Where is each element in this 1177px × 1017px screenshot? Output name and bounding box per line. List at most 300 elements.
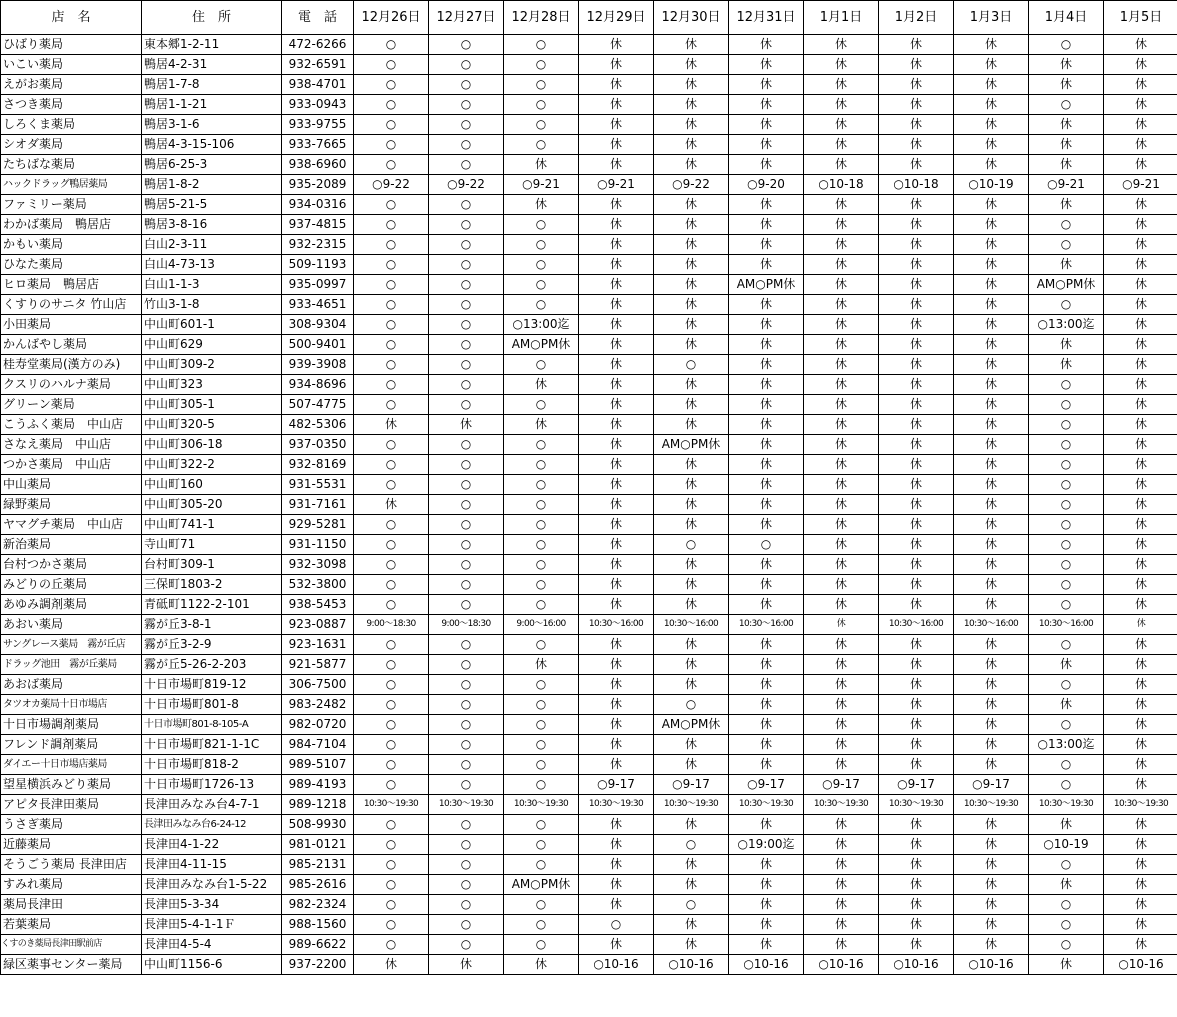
pharmacy-phone: 981-0121 xyxy=(282,835,354,855)
day-status-cell: ○ xyxy=(429,255,504,275)
day-status-cell: ○9-22 xyxy=(654,175,729,195)
day-status-cell: 休 xyxy=(879,435,954,455)
pharmacy-phone: 472-6266 xyxy=(282,35,354,55)
day-status-cell: ○ xyxy=(579,915,654,935)
day-status-cell: ○ xyxy=(354,935,429,955)
day-status-cell: 休 xyxy=(579,535,654,555)
pharmacy-name: 若葉薬局 xyxy=(1,915,142,935)
day-status-cell: 10:30～19:30 xyxy=(654,795,729,815)
pharmacy-phone: 983-2482 xyxy=(282,695,354,715)
table-row xyxy=(1,775,1177,795)
table-row xyxy=(1,355,1177,375)
table-row xyxy=(1,115,1177,135)
day-status-cell: AM○PM休 xyxy=(729,275,804,295)
table-row xyxy=(1,815,1177,835)
table-row xyxy=(1,235,1177,255)
day-status-cell: ○ xyxy=(1029,495,1104,515)
pharmacy-address: 十日市場町821-1-1C xyxy=(142,735,282,755)
day-status-cell: ○ xyxy=(504,695,579,715)
table-row xyxy=(1,395,1177,415)
day-status-cell: 休 xyxy=(504,375,579,395)
day-status-cell: ○ xyxy=(429,95,504,115)
pharmacy-address: 中山町320-5 xyxy=(142,415,282,435)
day-status-cell: 休 xyxy=(729,255,804,275)
day-status-cell: 休 xyxy=(879,815,954,835)
day-status-cell: 休 xyxy=(879,95,954,115)
pharmacy-address: 青砥町1122-2-101 xyxy=(142,595,282,615)
day-status-cell: 休 xyxy=(1104,935,1177,955)
day-status-cell: 休 xyxy=(1104,715,1177,735)
day-status-cell: 休 xyxy=(1104,515,1177,535)
day-status-cell: 休 xyxy=(504,155,579,175)
day-status-cell: ○9-20 xyxy=(729,175,804,195)
day-status-cell: ○ xyxy=(1029,375,1104,395)
day-status-cell: 休 xyxy=(1029,815,1104,835)
day-status-cell: 休 xyxy=(879,715,954,735)
pharmacy-address: 十日市場町801-8 xyxy=(142,695,282,715)
day-status-cell: 休 xyxy=(954,875,1029,895)
day-status-cell: 休 xyxy=(879,395,954,415)
day-status-cell: 休 xyxy=(654,555,729,575)
pharmacy-phone: 938-4701 xyxy=(282,75,354,95)
pharmacy-phone: 306-7500 xyxy=(282,675,354,695)
table-row xyxy=(1,415,1177,435)
pharmacy-address: 竹山3-1-8 xyxy=(142,295,282,315)
header-row xyxy=(1,1,1177,35)
day-status-cell: ○ xyxy=(354,195,429,215)
day-status-cell: 休 xyxy=(1104,495,1177,515)
day-status-cell: ○ xyxy=(504,135,579,155)
day-status-cell: 休 xyxy=(804,815,879,835)
day-status-cell: 休 xyxy=(954,675,1029,695)
day-status-cell: 休 xyxy=(1104,595,1177,615)
pharmacy-name: 緑野薬局 xyxy=(1,495,142,515)
day-status-cell: 休 xyxy=(729,895,804,915)
day-status-cell: 休 xyxy=(954,715,1029,735)
pharmacy-phone: 931-1150 xyxy=(282,535,354,555)
header-day: 12月29日 xyxy=(579,1,654,35)
day-status-cell: 休 xyxy=(1104,135,1177,155)
day-status-cell: 休 xyxy=(579,715,654,735)
pharmacy-address: 霧が丘5-26-2-203 xyxy=(142,655,282,675)
pharmacy-address: 鴨居4-3-15-106 xyxy=(142,135,282,155)
header-phone: 電 話 xyxy=(282,1,354,35)
pharmacy-address: 十日市場町1726-13 xyxy=(142,775,282,795)
day-status-cell: ○ xyxy=(504,535,579,555)
day-status-cell: 休 xyxy=(1104,635,1177,655)
day-status-cell: 休 xyxy=(954,335,1029,355)
day-status-cell: 休 xyxy=(1104,435,1177,455)
day-status-cell: ○ xyxy=(429,155,504,175)
day-status-cell: ○ xyxy=(1029,635,1104,655)
day-status-cell: 休 xyxy=(879,735,954,755)
day-status-cell: ○ xyxy=(654,835,729,855)
day-status-cell: 休 xyxy=(804,835,879,855)
day-status-cell: 休 xyxy=(729,375,804,395)
pharmacy-address: 霧が丘3-2-9 xyxy=(142,635,282,655)
day-status-cell: ○9-17 xyxy=(954,775,1029,795)
day-status-cell: 休 xyxy=(879,575,954,595)
pharmacy-address: 鴨居1-7-8 xyxy=(142,75,282,95)
pharmacy-phone: 989-4193 xyxy=(282,775,354,795)
pharmacy-phone: 508-9930 xyxy=(282,815,354,835)
pharmacy-address: 中山町1156-6 xyxy=(142,955,282,975)
day-status-cell: ○9-17 xyxy=(654,775,729,795)
day-status-cell: ○ xyxy=(429,335,504,355)
pharmacy-phone: 989-1218 xyxy=(282,795,354,815)
pharmacy-name: ひなた薬局 xyxy=(1,255,142,275)
day-status-cell: ○ xyxy=(504,935,579,955)
day-status-cell: 休 xyxy=(654,655,729,675)
pharmacy-address: 中山町322-2 xyxy=(142,455,282,475)
day-status-cell: ○9-17 xyxy=(804,775,879,795)
day-status-cell: 休 xyxy=(804,255,879,275)
day-status-cell: ○ xyxy=(354,55,429,75)
pharmacy-name: そうごう薬局 長津田店 xyxy=(1,855,142,875)
pharmacy-phone: 932-8169 xyxy=(282,455,354,475)
day-status-cell: 休 xyxy=(654,95,729,115)
day-status-cell: ○ xyxy=(354,315,429,335)
day-status-cell: 休 xyxy=(729,55,804,75)
pharmacy-name: 十日市場調剤薬局 xyxy=(1,715,142,735)
day-status-cell: 休 xyxy=(804,755,879,775)
day-status-cell: 休 xyxy=(654,915,729,935)
day-status-cell: ○ xyxy=(354,715,429,735)
pharmacy-phone: 982-0720 xyxy=(282,715,354,735)
pharmacy-name: ダイエー十日市場店薬局 xyxy=(1,755,142,775)
day-status-cell: 休 xyxy=(954,475,1029,495)
day-status-cell: ○ xyxy=(429,315,504,335)
day-status-cell: ○ xyxy=(504,215,579,235)
day-status-cell: ○9-21 xyxy=(1029,175,1104,195)
day-status-cell: 休 xyxy=(879,55,954,75)
day-status-cell: 休 xyxy=(1104,915,1177,935)
day-status-cell: 9:00～16:00 xyxy=(504,615,579,635)
day-status-cell: 休 xyxy=(654,515,729,535)
day-status-cell: 休 xyxy=(654,375,729,395)
day-status-cell: ○ xyxy=(354,755,429,775)
day-status-cell: 休 xyxy=(579,395,654,415)
day-status-cell: 10:30～19:30 xyxy=(954,795,1029,815)
day-status-cell: ○ xyxy=(429,735,504,755)
day-status-cell: 休 xyxy=(954,135,1029,155)
pharmacy-address: 東本郷1-2-11 xyxy=(142,35,282,55)
day-status-cell: 休 xyxy=(579,235,654,255)
day-status-cell: 休 xyxy=(954,295,1029,315)
pharmacy-address: 十日市場町818-2 xyxy=(142,755,282,775)
day-status-cell: 休 xyxy=(654,495,729,515)
day-status-cell: 休 xyxy=(954,755,1029,775)
day-status-cell: 休 xyxy=(954,855,1029,875)
pharmacy-name: しろくま薬局 xyxy=(1,115,142,135)
day-status-cell: 休 xyxy=(579,695,654,715)
day-status-cell: 休 xyxy=(1029,875,1104,895)
pharmacy-address: 鴨居1-1-21 xyxy=(142,95,282,115)
pharmacy-phone: 923-0887 xyxy=(282,615,354,635)
day-status-cell: 休 xyxy=(729,655,804,675)
day-status-cell: 休 xyxy=(804,415,879,435)
day-status-cell: ○ xyxy=(429,655,504,675)
pharmacy-name: すみれ薬局 xyxy=(1,875,142,895)
day-status-cell: 休 xyxy=(579,155,654,175)
day-status-cell: ○ xyxy=(1029,675,1104,695)
table-row xyxy=(1,335,1177,355)
pharmacy-name: たちばな薬局 xyxy=(1,155,142,175)
day-status-cell: 休 xyxy=(654,275,729,295)
day-status-cell: 休 xyxy=(729,415,804,435)
day-status-cell: 休 xyxy=(579,835,654,855)
header-day: 12月31日 xyxy=(729,1,804,35)
pharmacy-phone: 937-2200 xyxy=(282,955,354,975)
day-status-cell: ○ xyxy=(429,215,504,235)
day-status-cell: 休 xyxy=(804,875,879,895)
day-status-cell: ○ xyxy=(1029,575,1104,595)
day-status-cell: 休 xyxy=(954,275,1029,295)
table-row xyxy=(1,875,1177,895)
day-status-cell: ○ xyxy=(354,215,429,235)
table-row xyxy=(1,635,1177,655)
day-status-cell: 休 xyxy=(1104,775,1177,795)
day-status-cell: 休 xyxy=(954,115,1029,135)
day-status-cell: ○ xyxy=(504,595,579,615)
pharmacy-phone: 500-9401 xyxy=(282,335,354,355)
day-status-cell: 10:30～19:30 xyxy=(729,795,804,815)
pharmacy-phone: 933-0943 xyxy=(282,95,354,115)
pharmacy-name: 小田薬局 xyxy=(1,315,142,335)
day-status-cell: ○ xyxy=(429,675,504,695)
pharmacy-phone: 933-7665 xyxy=(282,135,354,155)
pharmacy-name: 桂寿堂薬局(漢方のみ) xyxy=(1,355,142,375)
day-status-cell: 9:00～18:30 xyxy=(354,615,429,635)
day-status-cell: 休 xyxy=(1104,855,1177,875)
pharmacy-name: くすのき薬局長津田駅前店 xyxy=(1,935,142,955)
day-status-cell: 休 xyxy=(1104,55,1177,75)
pharmacy-address: 中山町306-18 xyxy=(142,435,282,455)
day-status-cell: 休 xyxy=(654,875,729,895)
day-status-cell: ○13:00迄 xyxy=(1029,315,1104,335)
day-status-cell: ○ xyxy=(429,75,504,95)
day-status-cell: 休 xyxy=(654,135,729,155)
day-status-cell: ○ xyxy=(654,535,729,555)
day-status-cell: 10:30～19:30 xyxy=(879,795,954,815)
pharmacy-phone: 989-5107 xyxy=(282,755,354,775)
day-status-cell: ○ xyxy=(504,775,579,795)
day-status-cell: ○ xyxy=(354,835,429,855)
table-row xyxy=(1,855,1177,875)
day-status-cell: ○ xyxy=(354,855,429,875)
day-status-cell: 休 xyxy=(579,115,654,135)
day-status-cell: 休 xyxy=(804,95,879,115)
day-status-cell: ○ xyxy=(504,255,579,275)
day-status-cell: ○ xyxy=(354,295,429,315)
day-status-cell: 休 xyxy=(804,335,879,355)
day-status-cell: 休 xyxy=(954,35,1029,55)
day-status-cell: 休 xyxy=(954,415,1029,435)
day-status-cell: ○10-19 xyxy=(954,175,1029,195)
day-status-cell: 休 xyxy=(579,655,654,675)
table-row xyxy=(1,715,1177,735)
day-status-cell: 休 xyxy=(729,875,804,895)
day-status-cell: 休 xyxy=(729,315,804,335)
day-status-cell: ○ xyxy=(429,915,504,935)
day-status-cell: 休 xyxy=(804,35,879,55)
table-row xyxy=(1,295,1177,315)
day-status-cell: 休 xyxy=(879,215,954,235)
day-status-cell: ○ xyxy=(504,55,579,75)
day-status-cell: 休 xyxy=(804,915,879,935)
day-status-cell: ○9-21 xyxy=(504,175,579,195)
pharmacy-phone: 939-3908 xyxy=(282,355,354,375)
day-status-cell: 10:30～16:00 xyxy=(1029,615,1104,635)
pharmacy-address: 中山町323 xyxy=(142,375,282,395)
day-status-cell: ○ xyxy=(429,275,504,295)
day-status-cell: 休 xyxy=(654,815,729,835)
table-row xyxy=(1,615,1177,635)
table-row xyxy=(1,535,1177,555)
table-row xyxy=(1,675,1177,695)
day-status-cell: ○ xyxy=(504,495,579,515)
pharmacy-name: あゆみ調剤薬局 xyxy=(1,595,142,615)
day-status-cell: 休 xyxy=(729,855,804,875)
day-status-cell: 休 xyxy=(579,735,654,755)
day-status-cell: 休 xyxy=(804,895,879,915)
pharmacy-name: クスリのハルナ薬局 xyxy=(1,375,142,395)
day-status-cell: 休 xyxy=(1029,355,1104,375)
day-status-cell: ○ xyxy=(354,555,429,575)
day-status-cell: ○ xyxy=(429,635,504,655)
day-status-cell: 休 xyxy=(1104,115,1177,135)
day-status-cell: 休 xyxy=(654,55,729,75)
day-status-cell: 休 xyxy=(804,375,879,395)
table-row xyxy=(1,35,1177,55)
day-status-cell: 休 xyxy=(879,915,954,935)
day-status-cell: ○ xyxy=(1029,755,1104,775)
day-status-cell: 休 xyxy=(804,595,879,615)
day-status-cell: 休 xyxy=(804,695,879,715)
day-status-cell: 休 xyxy=(1104,535,1177,555)
day-status-cell: ○ xyxy=(429,715,504,735)
day-status-cell: 休 xyxy=(1104,195,1177,215)
day-status-cell: ○ xyxy=(354,95,429,115)
day-status-cell: ○ xyxy=(1029,235,1104,255)
day-status-cell: ○ xyxy=(354,155,429,175)
pharmacy-address: 中山町629 xyxy=(142,335,282,355)
day-status-cell: 休 xyxy=(579,595,654,615)
day-status-cell: AM○PM休 xyxy=(504,335,579,355)
day-status-cell: ○9-22 xyxy=(429,175,504,195)
pharmacy-address: 中山町741-1 xyxy=(142,515,282,535)
day-status-cell: 休 xyxy=(579,275,654,295)
day-status-cell: ○ xyxy=(1029,555,1104,575)
day-status-cell: ○ xyxy=(429,395,504,415)
day-status-cell: 休 xyxy=(804,135,879,155)
day-status-cell: 休 xyxy=(879,695,954,715)
day-status-cell: ○ xyxy=(354,915,429,935)
day-status-cell: 休 xyxy=(579,435,654,455)
day-status-cell: ○ xyxy=(1029,895,1104,915)
day-status-cell: 休 xyxy=(579,195,654,215)
day-status-cell: 10:30～19:30 xyxy=(1104,795,1177,815)
day-status-cell: 休 xyxy=(879,875,954,895)
day-status-cell: ○ xyxy=(354,335,429,355)
day-status-cell: 休 xyxy=(729,235,804,255)
day-status-cell: 休 xyxy=(729,595,804,615)
pharmacy-name: グリーン薬局 xyxy=(1,395,142,415)
day-status-cell: 休 xyxy=(1029,655,1104,675)
day-status-cell: AM○PM休 xyxy=(1029,275,1104,295)
day-status-cell: ○10-16 xyxy=(804,955,879,975)
day-status-cell: 休 xyxy=(654,755,729,775)
pharmacy-phone: 937-4815 xyxy=(282,215,354,235)
day-status-cell: 休 xyxy=(729,755,804,775)
day-status-cell: ○ xyxy=(429,235,504,255)
day-status-cell: ○ xyxy=(1029,455,1104,475)
day-status-cell: 休 xyxy=(1104,655,1177,675)
day-status-cell: 休 xyxy=(654,595,729,615)
day-status-cell: ○ xyxy=(429,355,504,375)
pharmacy-name: わかば薬局 鴨居店 xyxy=(1,215,142,235)
pharmacy-phone: 507-4775 xyxy=(282,395,354,415)
pharmacy-address: 長津田5-3-34 xyxy=(142,895,282,915)
day-status-cell: AM○PM休 xyxy=(654,715,729,735)
day-status-cell: ○ xyxy=(504,395,579,415)
day-status-cell: 休 xyxy=(1029,155,1104,175)
day-status-cell: ○ xyxy=(354,135,429,155)
day-status-cell: ○9-21 xyxy=(1104,175,1177,195)
day-status-cell: 休 xyxy=(579,455,654,475)
day-status-cell: 休 xyxy=(654,395,729,415)
day-status-cell: ○10-18 xyxy=(879,175,954,195)
pharmacy-name: 薬局長津田 xyxy=(1,895,142,915)
table-row xyxy=(1,155,1177,175)
day-status-cell: ○ xyxy=(1029,395,1104,415)
day-status-cell: 休 xyxy=(954,535,1029,555)
day-status-cell: ○ xyxy=(504,355,579,375)
day-status-cell: 休 xyxy=(579,515,654,535)
table-row xyxy=(1,655,1177,675)
day-status-cell: 休 xyxy=(954,455,1029,475)
pharmacy-name: ヤマグチ薬局 中山店 xyxy=(1,515,142,535)
day-status-cell: 休 xyxy=(354,495,429,515)
day-status-cell: ○ xyxy=(1029,35,1104,55)
pharmacy-phone: 989-6622 xyxy=(282,935,354,955)
day-status-cell: 休 xyxy=(729,935,804,955)
day-status-cell: ○ xyxy=(354,115,429,135)
pharmacy-address: 中山町305-20 xyxy=(142,495,282,515)
day-status-cell: 10:30～16:00 xyxy=(729,615,804,635)
pharmacy-phone: 985-2131 xyxy=(282,855,354,875)
day-status-cell: ○ xyxy=(654,895,729,915)
day-status-cell: 休 xyxy=(1104,455,1177,475)
day-status-cell: 10:30～19:30 xyxy=(804,795,879,815)
day-status-cell: 休 xyxy=(804,115,879,135)
table-row xyxy=(1,795,1177,815)
pharmacy-name: フレンド調剤薬局 xyxy=(1,735,142,755)
day-status-cell: 休 xyxy=(654,575,729,595)
day-status-cell: ○ xyxy=(429,135,504,155)
day-status-cell: 休 xyxy=(954,235,1029,255)
day-status-cell: 休 xyxy=(729,555,804,575)
day-status-cell: ○9-17 xyxy=(579,775,654,795)
table-row xyxy=(1,375,1177,395)
header-day: 1月5日 xyxy=(1104,1,1177,35)
day-status-cell: 休 xyxy=(1104,555,1177,575)
day-status-cell: 休 xyxy=(1104,335,1177,355)
day-status-cell: ○ xyxy=(354,255,429,275)
day-status-cell: 休 xyxy=(879,555,954,575)
pharmacy-address: 長津田4-1-22 xyxy=(142,835,282,855)
day-status-cell: 休 xyxy=(579,375,654,395)
